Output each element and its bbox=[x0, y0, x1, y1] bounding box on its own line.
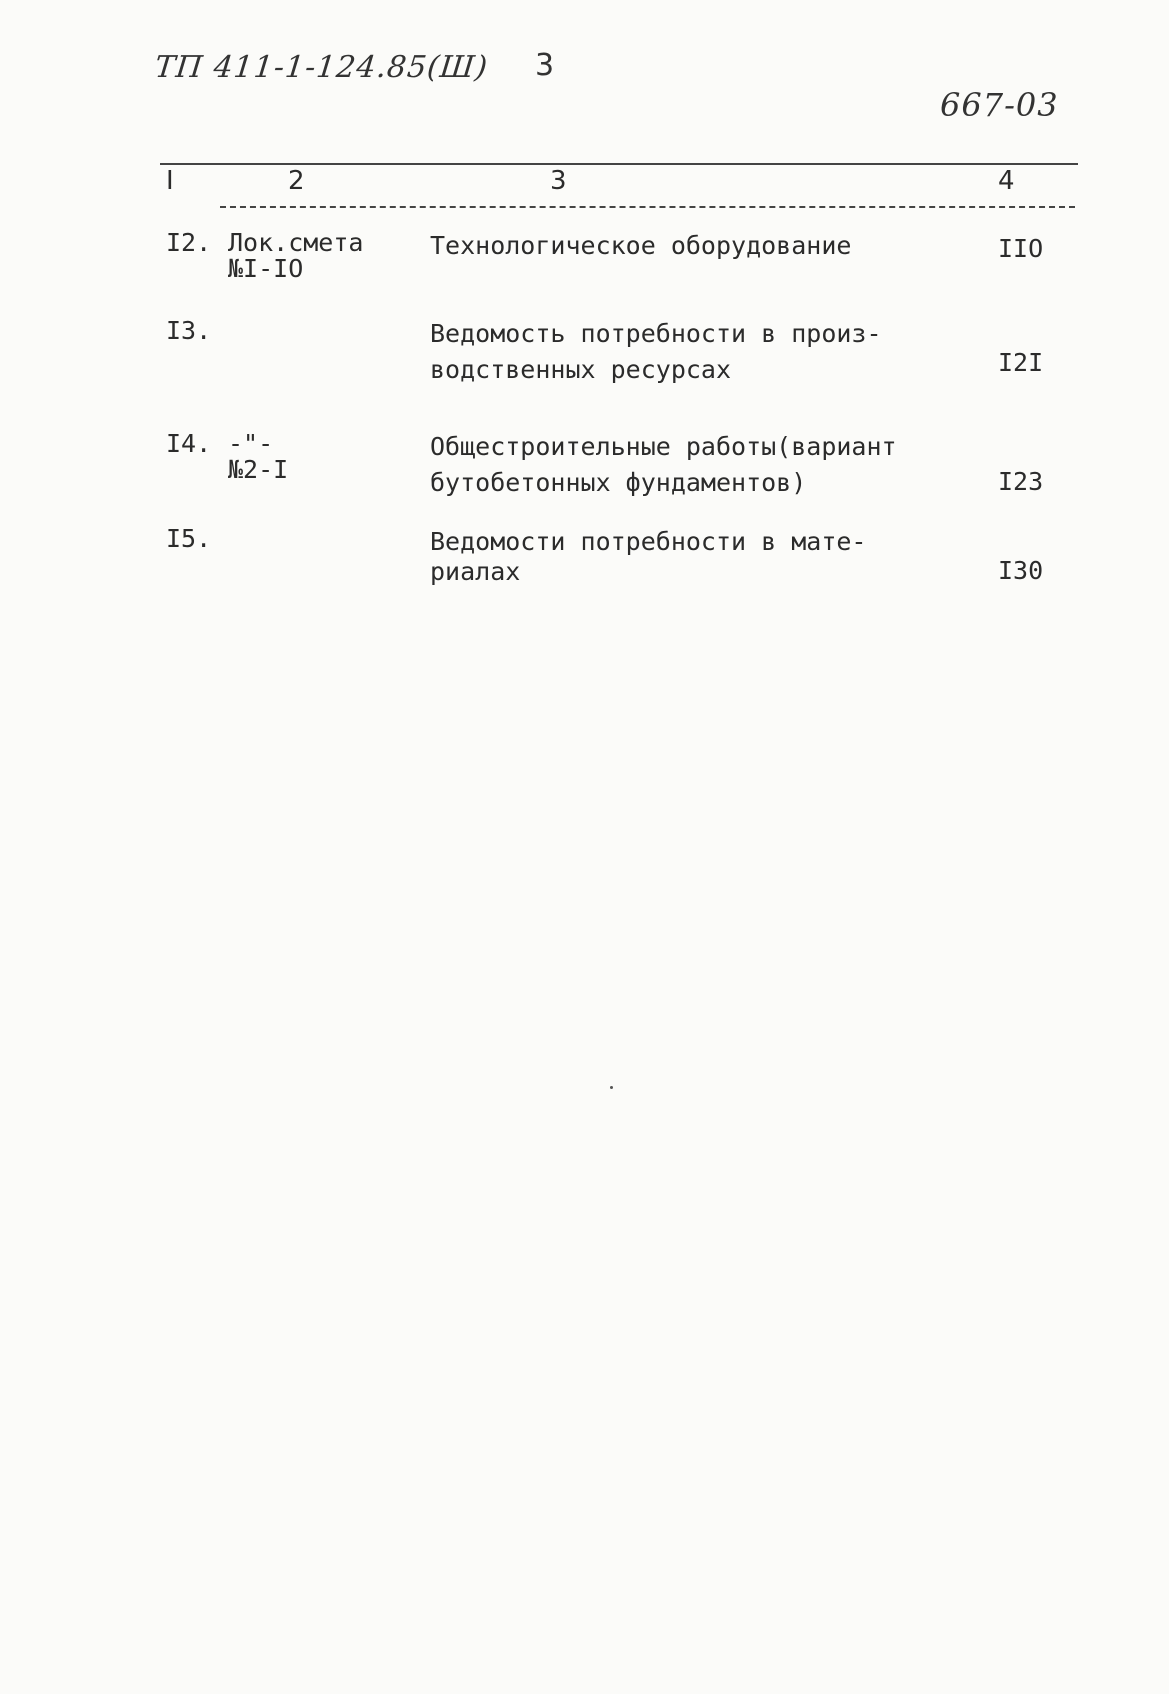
row-reference-line1: -"- bbox=[228, 429, 274, 458]
row-description-line2: водственных ресурсах bbox=[430, 355, 732, 384]
row-number: I4. bbox=[166, 429, 212, 458]
row-number: I5. bbox=[166, 524, 212, 553]
row-page: I23 bbox=[998, 467, 1044, 496]
column-header-4: 4 bbox=[998, 166, 1015, 196]
row-page: I2I bbox=[998, 348, 1044, 377]
header-bottom-rule bbox=[220, 206, 1075, 208]
row-reference-line2: №2-I bbox=[228, 455, 289, 484]
table-top-rule bbox=[160, 163, 1078, 165]
row-description-line1: Ведомость потребности в произ- bbox=[430, 319, 882, 348]
row-reference-line2: №I-IO bbox=[228, 254, 304, 283]
document-code: ТП 411-1-124.85(Ш) bbox=[153, 50, 490, 85]
column-header-3: 3 bbox=[550, 166, 567, 196]
row-description-line1: Ведомости потребности в мате- bbox=[430, 527, 867, 556]
scan-speck bbox=[610, 1086, 613, 1089]
row-description-line2: риалах bbox=[430, 557, 521, 586]
row-number: I3. bbox=[166, 316, 212, 345]
row-page: IIO bbox=[998, 234, 1044, 263]
row-description-line1: Технологическое оборудование bbox=[430, 231, 852, 260]
row-description-line2: бутобетонных фундаментов) bbox=[430, 468, 807, 497]
row-reference-line1: Лок.смета bbox=[228, 228, 364, 257]
album-number: 667-03 bbox=[940, 86, 1059, 124]
column-header-1: I bbox=[166, 166, 174, 196]
page-number: 3 bbox=[535, 48, 556, 83]
row-number: I2. bbox=[166, 228, 212, 257]
column-header-2: 2 bbox=[288, 166, 305, 196]
row-page: I30 bbox=[998, 556, 1044, 585]
row-description-line1: Общестроительные работы(вариант bbox=[430, 432, 897, 461]
